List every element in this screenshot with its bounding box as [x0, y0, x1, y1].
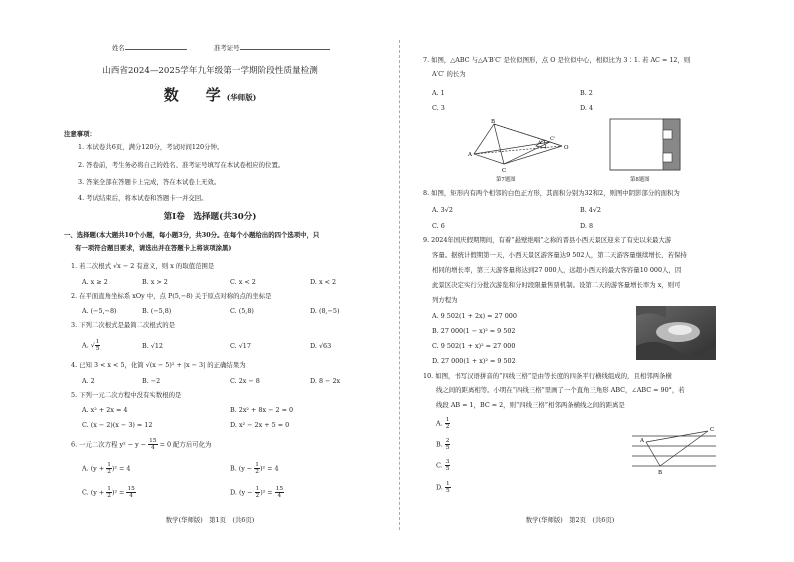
q9-line: 9. 2024年国庆假期期间，有着“悬壁绝唱”之称的晋县小西天景区迎来了有史以来最大游 — [423, 236, 672, 244]
notice-item: 1. 本试卷共6页，满分120分，考试时间120分钟。 — [78, 143, 224, 151]
svg-text:C': C' — [550, 136, 556, 142]
q1-option-a: A. x ≥ 2 — [82, 278, 108, 286]
svg-text:B: B — [658, 470, 663, 476]
q5-option-b: B. 2x² + 8x − 2 = 0 — [230, 406, 294, 414]
q4-option-d: D. 8 − 2x — [310, 377, 341, 385]
q6-option-b: B. (y − $\frac{1}{2}$ )² = 4 — [230, 462, 279, 475]
figure-7-caption: 第7题图 — [496, 177, 516, 183]
notice-item: 4. 考试结束后，将本试卷和答题卡一并交回。 — [78, 194, 208, 202]
footer-page-2: 数学(华师版) 第2页 (共6页) — [525, 516, 615, 524]
q2-stem: 2. 在平面直角坐标系 xOy 中，点 P(5,−8) 关于原点对称的点的坐标是 — [71, 292, 272, 300]
q5-option-c: C. (x − 2)(x − 3) = 12 — [82, 421, 153, 429]
q3-stem: 3. 下列二次根式是最简二次根式的是 — [71, 321, 175, 329]
q3-option-a: A. √ $\frac{1}{5}$ — [82, 339, 100, 352]
q10-line: 线段 AB = 1，BC = 2，则“四线三格”相邻两条横线之间的距离是 — [436, 401, 625, 409]
part1-instruction: 一、选择题(本大题共10个小题，每小题3分，共30分。在每个小题给出的四个选项中，只 — [64, 231, 320, 239]
q1-stem: 1. 若二次根式 √x − 2 有意义，则 x 的取值范围是 — [71, 262, 215, 270]
q10-option-c: C. $\frac{3}{5}$ — [436, 459, 450, 472]
figure-8-caption: 第8题图 — [630, 177, 650, 183]
q2-option-a: A. (−5,−8) — [82, 307, 117, 315]
q9-line: 相同的增长率，第三天游客量将达到27 000人，远超小西天的最大客容量10 000人，因 — [432, 266, 682, 274]
q4-stem: 4. 已知 3 < x < 5，化简 √(x − 5)² + |x − 3| 的正确结果为 — [71, 361, 246, 369]
q8-option-d: D. 8 — [580, 222, 594, 230]
q9-option-c: C. 9 502(1 + x)² = 27 000 — [432, 342, 516, 350]
q5-stem: 5. 下列一元二次方程中没有实数根的是 — [71, 391, 182, 399]
q7-option-c: C. 3 — [432, 104, 445, 112]
svg-text:O: O — [564, 145, 569, 151]
q1-option-c: C. x < 2 — [230, 278, 256, 286]
q7-stem-cont: A′C′ 的长为 — [432, 70, 466, 78]
q10-line: 10. 如图，书写汉语拼音的“四线三格”是由等长度的四条平行横线组成的，且相邻两条横 — [423, 372, 672, 380]
q5-option-a: A. x² + 2x = 4 — [82, 406, 128, 414]
q7-option-a: A. 1 — [432, 89, 445, 97]
svg-text:C: C — [502, 168, 507, 174]
notice-item: 2. 答卷前，考生务必将自己的姓名、准考证号填写在本试卷相应的位置。 — [78, 161, 285, 169]
q8-stem: 8. 如图，矩形内有两个相邻的白色正方形，其面积分别为32和2，则图中阴影部分的面积为 — [423, 189, 680, 197]
q9-option-a: A. 9 502(1 + 2x) = 27 000 — [432, 312, 517, 320]
q10-option-d: D. $\frac{1}{5}$ — [436, 481, 450, 494]
q6-stem: 6. 一元二次方程 y² − y − $\frac{15}{4}$ = 0 配方后可化为 — [71, 438, 212, 451]
q10-line: 线之间的距离相等。小明在“四线三格”里画了一个直角三角形 ABC，∠ABC = 90°，若 — [436, 386, 685, 394]
q4-option-c: C. 2x − 8 — [230, 377, 260, 385]
q10-option-a: A. $\frac{1}{2}$ — [436, 417, 450, 430]
q1-option-b: B. x > 2 — [142, 278, 168, 286]
q9-line: 客量。据统计假期第一天，小西天景区游客量达9 502人，第二天游客量继续增长，若保持 — [432, 251, 687, 259]
q1-option-d: D. x < 2 — [310, 278, 337, 286]
q7-option-b: B. 2 — [580, 89, 593, 97]
part1-instruction: 有一项符合题目要求，请选出并在答题卡上将该项涂黑) — [75, 244, 232, 252]
svg-text:A': A' — [538, 141, 543, 146]
q6-option-d: D. (y − $\frac{1}{2}$ )² = $\frac{15}{4}$ — [230, 486, 284, 499]
q4-option-a: A. 2 — [82, 377, 95, 385]
q8-option-b: B. 4√2 — [580, 206, 601, 214]
q8-option-c: C. 6 — [432, 222, 445, 230]
exam-title: 山西省2024—2025学年九年级第一学期阶段性质量检测 — [102, 66, 318, 76]
subject-title: 数 学(华师版) — [163, 86, 257, 104]
q3-option-b: B. √12 — [142, 342, 163, 350]
figure-8 — [609, 118, 681, 172]
footer-page-1: 数学(华师版) 第1页 (共6页) — [165, 516, 255, 524]
q9-option-b: B. 27 000(1 − x)² = 9 502 — [432, 327, 516, 335]
part1-title: 第Ⅰ卷 选择题(共30分) — [163, 212, 257, 222]
svg-text:B: B — [491, 119, 496, 125]
q8-option-a: A. 3√2 — [432, 206, 453, 214]
q3-option-c: C. √17 — [230, 342, 251, 350]
q6-option-a: A. (y + $\frac{1}{2}$ )² = 4 — [82, 462, 131, 475]
figure-10 — [630, 424, 718, 478]
name-label: 姓名 — [112, 44, 187, 52]
q2-option-c: C. (5,8) — [230, 307, 254, 315]
q6-option-c: C. (y + $\frac{1}{2}$ )² = $\frac{15}{4}$ — [82, 486, 135, 499]
page-divider — [399, 40, 400, 530]
q2-option-d: D. (8,−5) — [310, 307, 340, 315]
svg-text:A: A — [640, 438, 644, 444]
svg-text:A: A — [468, 152, 472, 158]
q4-option-b: B. −2 — [142, 377, 161, 385]
q9-line: 列方程为 — [432, 296, 458, 304]
q5-option-d: D. x² − 2x + 5 = 0 — [230, 421, 290, 429]
id-label: 准考证号 — [214, 44, 330, 52]
q9-line: 此景区决定实行分批次游览和分时段限量售票机制。设第二天的游客量增长率为 x，则可 — [432, 281, 681, 289]
figure-7 — [466, 118, 576, 174]
q3-option-d: D. √63 — [310, 342, 332, 350]
scenic-photo — [636, 306, 716, 360]
svg-text:C: C — [710, 427, 715, 433]
q2-option-b: B. (−5,8) — [142, 307, 172, 315]
q7-option-d: D. 4 — [580, 104, 594, 112]
q10-option-b: B. $\frac{2}{5}$ — [436, 438, 450, 451]
notice-item: 3. 答案全部在答题卡上完成，答在本试卷上无效。 — [78, 178, 221, 186]
q9-option-d: D. 27 000(1 + x)² = 9 502 — [432, 357, 516, 365]
q7-stem: 7. 如图，△ABC 与△A′B′C′ 是位似图形，点 O 是位似中心，相似比为 3∶1. 若 AC = 12，则 — [423, 56, 691, 64]
notice-heading: 注意事项： — [64, 130, 96, 138]
